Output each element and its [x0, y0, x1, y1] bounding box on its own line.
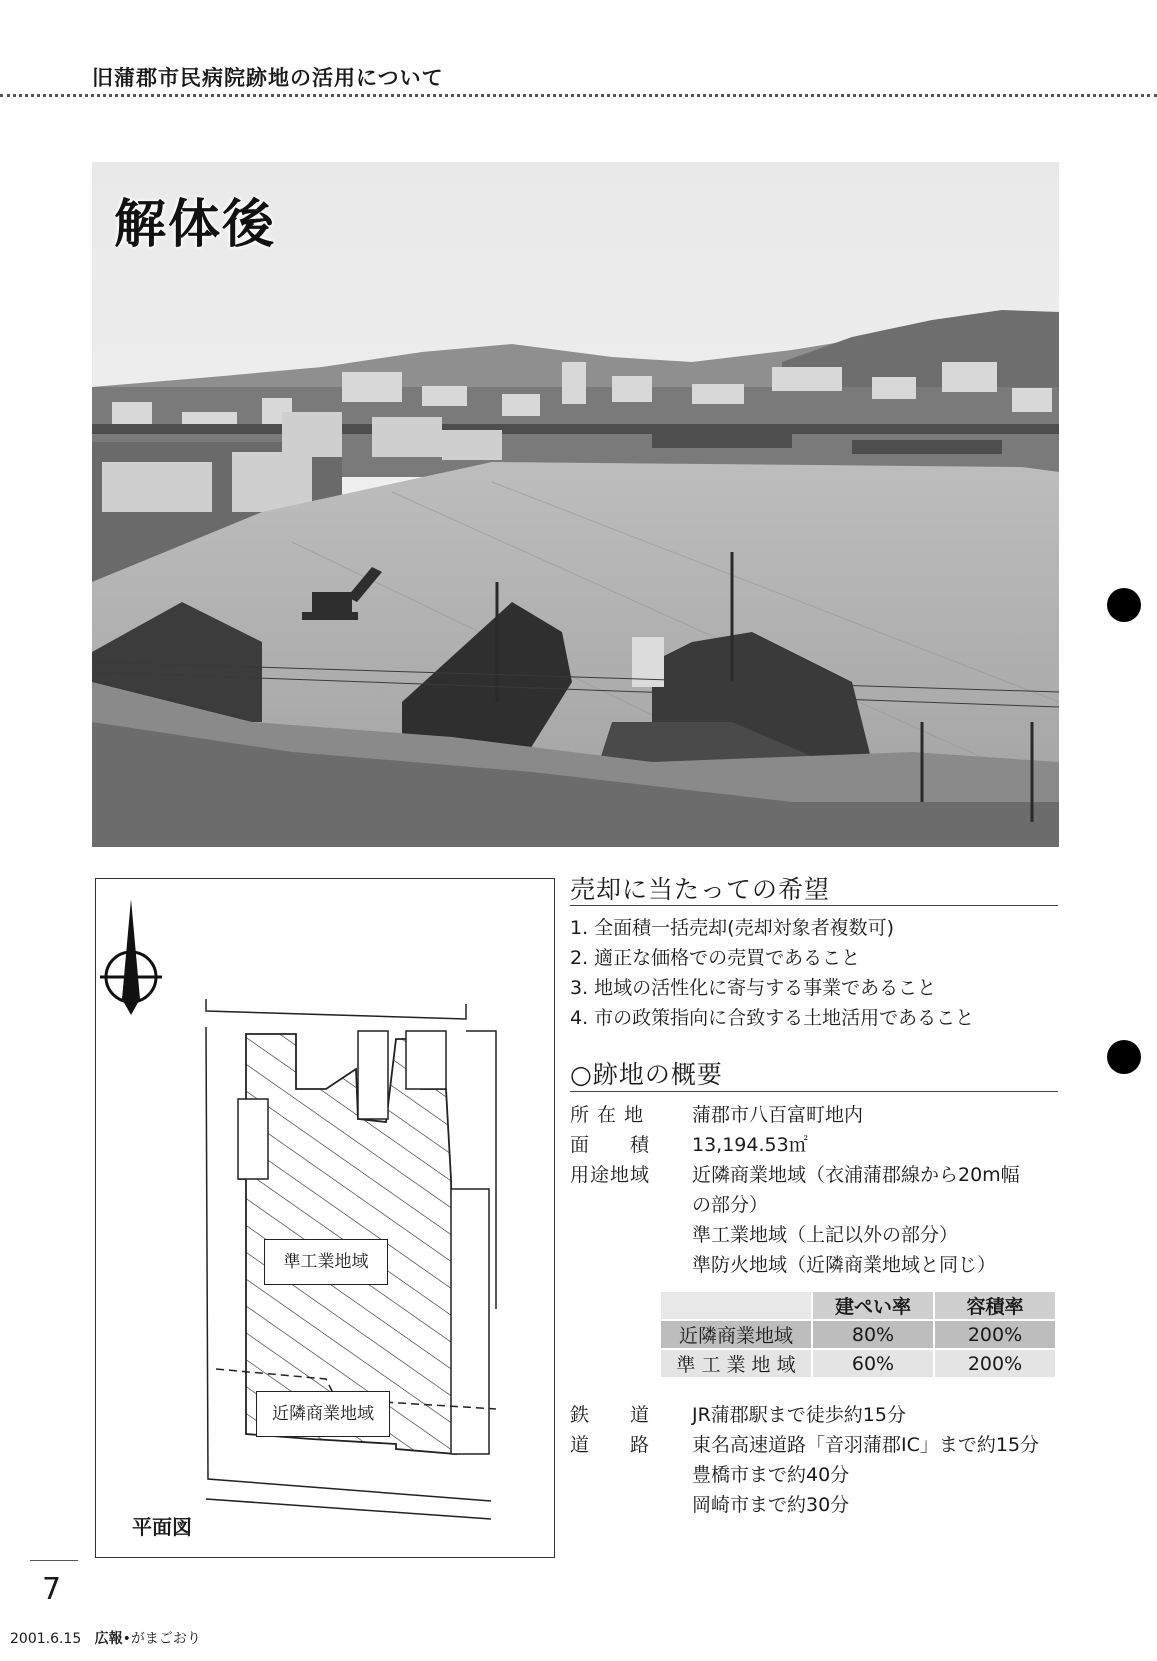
table-cell-far: 200% [935, 1350, 1055, 1377]
margin-bullet-upper [1107, 588, 1141, 622]
rail-value: JR蒲郡駅まで徒歩約15分 [692, 1404, 906, 1426]
road-line: 東名高速道路「音羽蒲郡IC」まで約15分 [692, 1434, 1040, 1456]
table-row [661, 1350, 1055, 1377]
zoning-line: 近隣商業地域（衣浦蒲郡線から20m幅 [692, 1164, 1020, 1186]
overview-title-rule [570, 1091, 1058, 1092]
zoning-line: の部分） [692, 1194, 769, 1216]
margin-bullet-lower [1107, 1040, 1141, 1074]
zoning-label: 用途地域 [570, 1164, 651, 1186]
table-row-name: 近隣商業地域 [661, 1321, 811, 1348]
plan-caption: 平面図 [132, 1515, 192, 1539]
zoning-line: 準防火地域（近隣商業地域と同じ） [692, 1254, 997, 1276]
location-label: 所 在 地 [570, 1104, 645, 1126]
wish-item: 1. 全面積一括売却(売却対象者複数可) [570, 917, 894, 939]
road-line: 豊橋市まで約40分 [692, 1464, 850, 1486]
table-header-row [661, 1292, 1055, 1319]
table-cell-coverage: 60% [813, 1350, 933, 1377]
table-cell-far: 200% [935, 1321, 1055, 1348]
footer-line [10, 1628, 201, 1648]
wish-item: 3. 地域の活性化に寄与する事業であること [570, 977, 937, 999]
wishes-title-rule [570, 905, 1058, 906]
photo-label: 解体後 [114, 195, 277, 255]
wish-item: 2. 適正な価格での売買であること [570, 947, 861, 969]
site-photo-image [92, 162, 1059, 847]
area-label: 面 積 [570, 1134, 651, 1156]
page-number-rule [30, 1560, 78, 1561]
page-header-title: 旧蒲郡市民病院跡地の活用について [92, 65, 444, 90]
area-value: 13,194.53㎡ [692, 1134, 808, 1156]
footer-publication-sub: •がまごおり [122, 1631, 201, 1647]
site-plan-drawing [96, 879, 556, 1559]
road-line: 岡崎市まで約30分 [692, 1494, 850, 1516]
road-label: 道 路 [570, 1434, 651, 1456]
zone-label-industrial: 準工業地域 [264, 1239, 388, 1285]
table-header-coverage: 建ぺい率 [813, 1292, 933, 1319]
site-plan-map [95, 878, 555, 1558]
site-photo [92, 162, 1059, 847]
north-arrow-icon [100, 899, 162, 1015]
footer-publication: 広報 [94, 1631, 123, 1647]
zoning-ratio-table [659, 1290, 1057, 1379]
zone-label-commercial: 近隣商業地域 [256, 1391, 390, 1437]
table-row [661, 1321, 1055, 1348]
page-number: 7 [42, 1572, 62, 1607]
table-header-far: 容積率 [935, 1292, 1055, 1319]
rail-label: 鉄 道 [570, 1404, 651, 1426]
location-value: 蒲郡市八百富町地内 [692, 1104, 864, 1126]
zoning-line: 準工業地域（上記以外の部分） [692, 1224, 959, 1246]
footer-date: 2001.6.15 [10, 1631, 82, 1647]
wish-item: 4. 市の政策指向に合致する土地活用であること [570, 1007, 975, 1029]
table-corner-cell [661, 1292, 811, 1319]
table-cell-coverage: 80% [813, 1321, 933, 1348]
wishes-title: 売却に当たっての希望 [570, 875, 831, 904]
overview-title: ○跡地の概要 [570, 1060, 723, 1089]
header-divider [0, 94, 1157, 97]
table-row-name: 準 工 業 地 域 [661, 1350, 811, 1377]
